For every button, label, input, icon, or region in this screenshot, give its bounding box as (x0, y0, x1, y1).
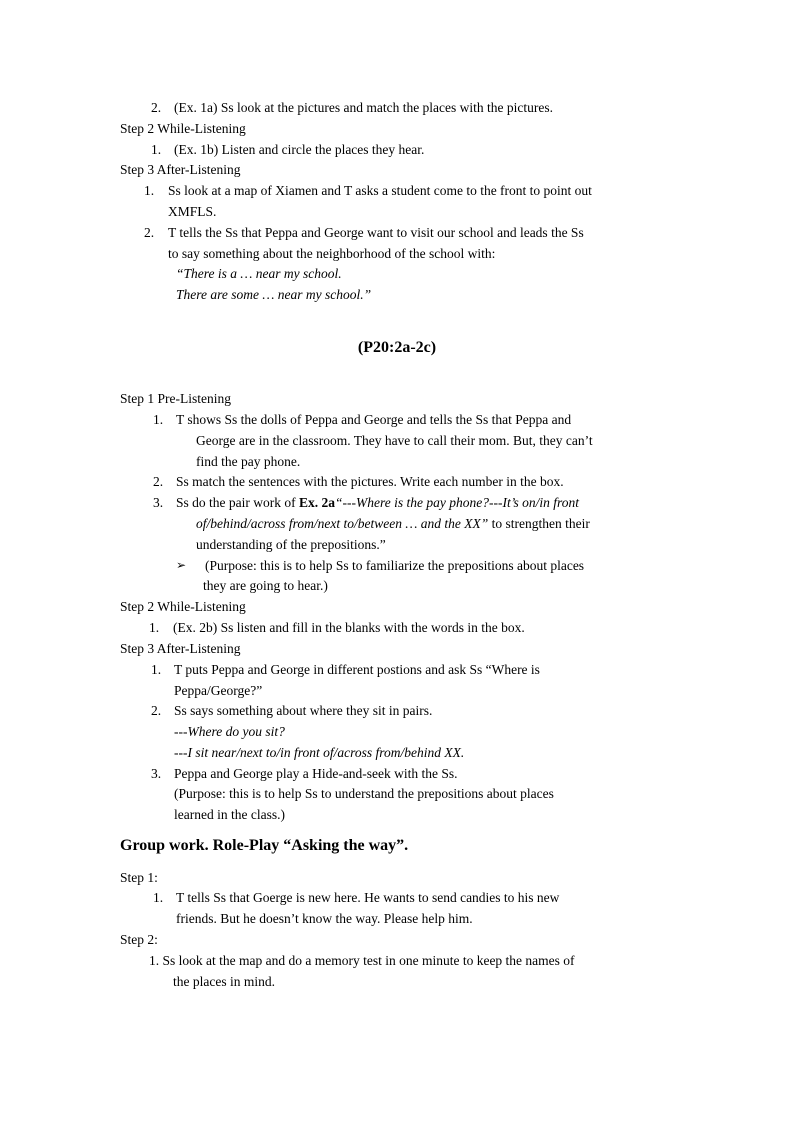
list-number: 2. (144, 225, 155, 240)
list-item-text: George are in the classroom. They have to call their mom. But, they can’t (196, 433, 593, 448)
example-dialogue: “---Where is the pay phone?---It’s on/in front (335, 495, 579, 510)
list-item-text: find the pay phone. (196, 454, 301, 469)
list-number: 1. (151, 142, 162, 157)
step-heading: Step 2 While-Listening (120, 599, 246, 614)
list-item-text: T tells Ss that Goerge is new here. He wants to send candies to his new (176, 890, 560, 905)
step-heading: Step 2 While-Listening (120, 121, 246, 136)
list-number: 1. (153, 412, 164, 427)
example-dialogue: of/behind/across from/next to/between … and the XX” (196, 516, 489, 531)
list-item-text: T puts Peppa and George in different postions and ask Ss “Where is (174, 662, 540, 677)
list-number: 1. (151, 662, 162, 677)
list-item-text: the places in mind. (173, 974, 275, 989)
list-item-text: understanding of the prepositions.” (196, 537, 386, 552)
purpose-note: they are going to hear.) (203, 578, 328, 593)
purpose-note: (Purpose: this is to help Ss to understand the prepositions about places (174, 786, 554, 801)
text-run: Ss do the pair work of (176, 495, 299, 510)
list-item-text: Ss match the sentences with the pictures. Write each number in the box. (176, 474, 564, 489)
list-item-text: (Ex. 1a) Ss look at the pictures and match the places with the pictures. (174, 100, 554, 115)
step-heading: Step 2: (120, 932, 158, 947)
list-item-text: 1. Ss look at the map and do a memory test in one minute to keep the names of (149, 953, 575, 968)
list-number: 1. (153, 890, 164, 905)
list-item-text: Ss look at a map of Xiamen and T asks a student come to the front to point out (168, 183, 592, 198)
list-item-text: to say something about the neighborhood of the school with: (168, 246, 496, 261)
text-run: to strengthen their (488, 516, 590, 531)
list-number: 2. (151, 703, 162, 718)
purpose-note: (Purpose: this is to help Ss to familiarize the prepositions about places (205, 558, 585, 573)
list-number: 3. (153, 495, 164, 510)
example-quote: There are some … near my school.” (176, 287, 372, 302)
step-heading: Step 1: (120, 870, 158, 885)
list-item-text: XMFLS. (168, 204, 217, 219)
list-item-text: (Ex. 1b) Listen and circle the places they hear. (174, 142, 425, 157)
section-heading: (P20:2a-2c) (357, 339, 437, 356)
list-item-text: friends. But he doesn’t know the way. Please help him. (176, 911, 473, 926)
example-dialogue: ---I sit near/next to/in front of/across from/behind XX. (174, 745, 465, 760)
step-heading: Step 3 After-Listening (120, 162, 241, 177)
list-item-text: Peppa/George?” (174, 683, 263, 698)
example-quote: “There is a … near my school. (176, 266, 342, 281)
list-item-text: (Ex. 2b) Ss listen and fill in the blanks with the words in the box. (173, 620, 525, 635)
list-item-text (196, 515, 590, 533)
list-number: 1. (144, 183, 155, 198)
list-number: 3. (151, 766, 162, 781)
list-number: 1. (149, 620, 160, 635)
example-dialogue: ---Where do you sit? (174, 724, 285, 739)
list-item-text: Peppa and George play a Hide-and-seek with the Ss. (174, 766, 458, 781)
list-number: 2. (151, 100, 162, 115)
step-heading: Step 3 After-Listening (120, 641, 241, 656)
section-heading: Group work. Role-Play “Asking the way”. (120, 837, 409, 854)
list-item-text (176, 494, 579, 512)
arrow-bullet-icon: ➢ (176, 558, 187, 572)
exercise-ref: Ex. 2a (298, 495, 335, 510)
list-item-text: T shows Ss the dolls of Peppa and George and tells the Ss that Peppa and (176, 412, 572, 427)
list-number: 2. (153, 474, 164, 489)
list-item-text: T tells the Ss that Peppa and George want to visit our school and leads the Ss (168, 225, 584, 240)
purpose-note: learned in the class.) (174, 807, 285, 822)
step-heading: Step 1 Pre-Listening (120, 391, 231, 406)
list-item-text: Ss says something about where they sit in pairs. (174, 703, 433, 718)
